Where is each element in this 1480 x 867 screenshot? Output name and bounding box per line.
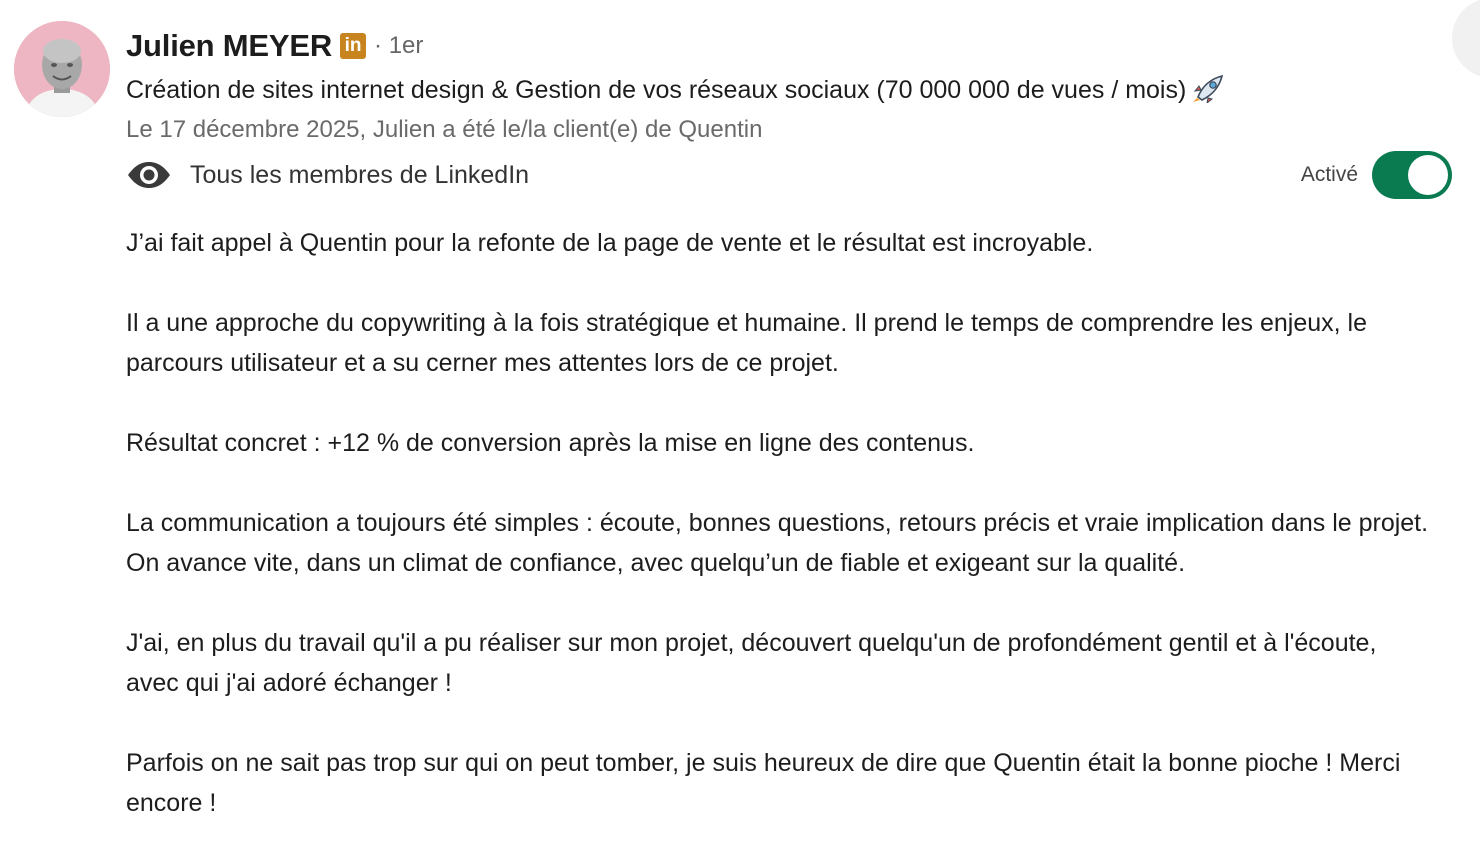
visibility-label: Tous les membres de LinkedIn bbox=[190, 160, 530, 189]
visibility-toggle[interactable] bbox=[1372, 151, 1452, 199]
connection-degree: · 1er bbox=[374, 32, 424, 59]
recommendation-paragraph: Il a une approche du copywriting à la fois stratégique et humaine. Il prend le temps de comprendre les enjeux, le parcours utilisateur et a su cerner mes attentes lors de ce projet. bbox=[126, 309, 1368, 377]
recommendation-paragraph: Résultat concret : +12 % de conversion après la mise en ligne des contenus. bbox=[126, 429, 975, 457]
visibility-toggle-group bbox=[1301, 151, 1452, 199]
avatar-photo-icon bbox=[14, 21, 110, 117]
recommendation-paragraph: J'ai, en plus du travail qu'il a pu réaliser sur mon projet, découvert quelqu'un de profondément gentil et à l'écoute, avec qui j'ai adoré échanger ! bbox=[126, 629, 1377, 697]
rocket-icon bbox=[1192, 73, 1226, 113]
recommendation-text bbox=[126, 223, 1436, 863]
reviewer-name[interactable]: Julien MEYER bbox=[126, 28, 333, 63]
visibility-row bbox=[126, 155, 1456, 195]
headline-text: Création de sites internet design & Gestion de vos réseaux sociaux (70 000 000 de vues / mois) bbox=[126, 76, 1187, 104]
scroll-edge-button[interactable] bbox=[1452, 0, 1480, 78]
eye-icon bbox=[126, 160, 172, 190]
recommendation-paragraph: Parfois on ne sait pas trop sur qui on peut tomber, je suis heureux de dire que Quentin était la bonne pioche ! Merci encore ! bbox=[126, 749, 1401, 817]
toggle-knob bbox=[1408, 155, 1448, 195]
recommendation-paragraph: J’ai fait appel à Quentin pour la refonte de la page de vente et le résultat est incroyable. bbox=[126, 229, 1094, 257]
reviewer-name-row bbox=[126, 24, 423, 68]
relationship-text: Le 17 décembre 2025, Julien a été le/la client(e) de Quentin bbox=[126, 116, 763, 143]
toggle-label: Activé bbox=[1300, 163, 1358, 186]
recommendation-paragraph: La communication a toujours été simples : écoute, bonnes questions, retours précis et vraie implication dans le projet. On avance vite, dans un climat de confiance, avec quelqu’un de fiable et exigeant sur la qualité. bbox=[126, 509, 1429, 577]
reviewer-headline bbox=[126, 72, 1226, 113]
linkedin-icon: in bbox=[340, 33, 366, 59]
avatar[interactable] bbox=[14, 21, 110, 117]
